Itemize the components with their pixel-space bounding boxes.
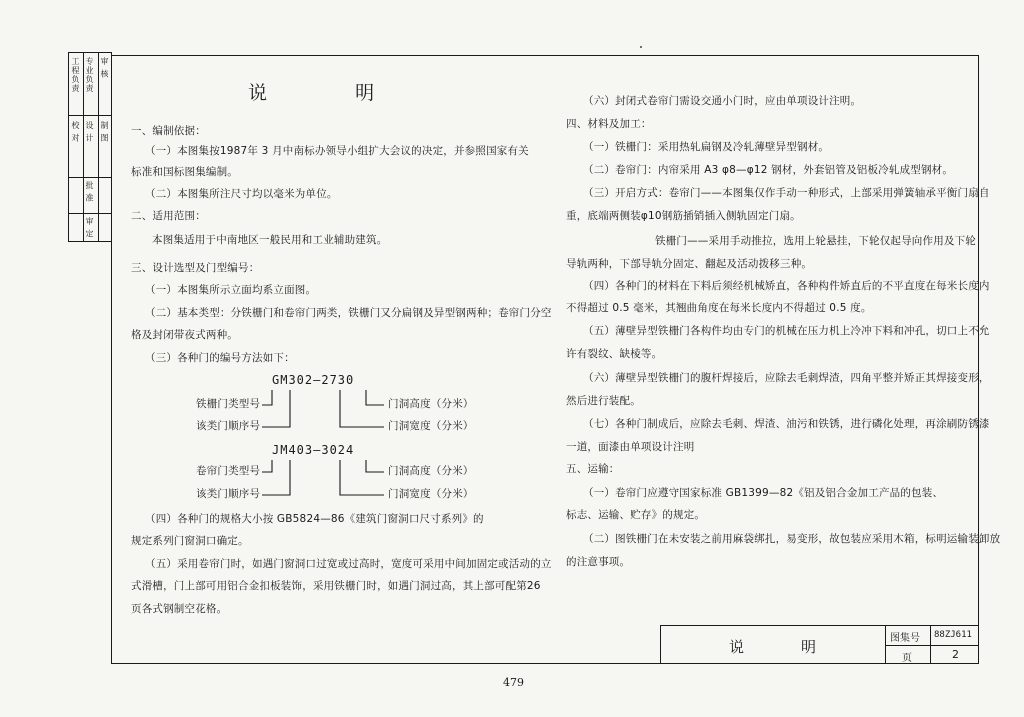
title-char-left: 说 [248,82,268,104]
stamp-cell: 批 准 [85,181,94,203]
right-para: 铁栅门——采用手动推拉，选用上轮悬挂，下轮仅起导向作用及下轮 [655,235,976,247]
right-para: （三）开启方式：卷帘门——本图集仅作手动一种形式，上部采用弹簧轴承平衡门扇自 [583,187,990,199]
left-para: （一）本图集按1987年 3 月中南标办领导小组扩大会议的决定，并参照国家有关 [145,145,529,157]
door-code-1: GM302—2730 [272,373,355,387]
left-para: 二、适用范围： [131,210,206,222]
title-block-char-right: 明 [801,638,817,656]
left-para: 三、设计选型及门型编号： [131,262,260,274]
right-para: （五）薄壁异型铁栅门各构件均由专门的机械在压力机上冷冲下料和冲孔，切口上不允 [583,325,990,337]
right-para: 四、材料及加工： [566,118,652,130]
page-title [248,78,374,105]
code2-label-type: 卷帘门类型号 [196,465,261,477]
code2-label-height: 门洞高度（分米） [388,465,474,477]
page-value: 2 [952,648,959,661]
title-block-info [885,625,979,664]
title-char-right: 明 [355,82,375,104]
left-para: 页各式钢制空花格。 [131,603,228,615]
left-para: 格及封闭带夜式两种。 [131,329,238,341]
approval-stamp-grid [68,52,112,242]
left-para: （二）本图集所注尺寸均以毫米为单位。 [145,188,338,200]
page-number: 479 [503,676,524,689]
right-para: 标志、运输、贮存》的规定。 [566,509,706,521]
scan-speck [640,46,642,48]
door-code-2: JM403—3024 [272,443,355,457]
code2-label-width: 门洞宽度（分米） [388,488,474,500]
title-block-name [660,625,885,664]
right-para: （二）图铁栅门在未安装之前用麻袋绑扎，易变形，故包装应采用木箱，标明运输装卸放 [583,533,1001,545]
right-para: （六）薄壁异型铁栅门的腹杆焊接后，应除去毛刺焊渣，四角平整并矫正其焊接变形， [583,372,990,384]
page-label: 页 [902,653,912,664]
code1-label-width: 门洞宽度（分米） [388,420,474,432]
left-para: （一）本图集所示立面均系立面图。 [145,284,317,296]
left-para: 一、编制依据： [131,125,206,137]
right-para: （六）封闭式卷帘门需设交通小门时，应由单项设计注明。 [583,95,862,107]
atlas-number-label: 图集号 [890,633,920,644]
stamp-cell: 校 对 [71,121,80,143]
stamp-cell: 审 定 [85,217,94,239]
atlas-number-value: 88ZJ611 [934,630,972,640]
right-para: （四）各种门的材料在下料后须经机械矫直，各种构件矫直后的不平直度在每米长度内 [583,280,990,292]
left-para: 式滑槽，门上部可用铝合金扣板装饰，采用铁栅门时，如遇门洞过高，其上部可配第26 [131,580,541,592]
left-para: （五）采用卷帘门时，如遇门窗洞口过宽或过高时，宽度可采用中间加固定或活动的立 [145,558,552,570]
right-para: （一）卷帘门应遵守国家标准 GB1399—82《铝及铝合金加工产品的包装、 [583,487,944,499]
right-para: 重，底端两侧装φ10钢筋插销插入侧轨固定门扇。 [566,210,801,222]
stamp-cell: 设 计 [85,121,94,143]
right-para: 导轨两种，下部导轨分固定、翻起及活动拨移三种。 [566,258,813,270]
code1-label-height: 门洞高度（分米） [388,398,474,410]
left-para: （三）各种门的编号方法如下： [145,352,295,364]
right-para: （七）各种门制成后，应除去毛刺、焊渣、油污和铁锈，进行磷化处理，再涂刷防锈漆 [583,418,990,430]
stamp-cell: 审 核 [100,57,109,79]
right-para: 然后进行装配。 [566,395,641,407]
right-para: 许有裂纹、缺棱等。 [566,348,663,360]
stamp-cell: 制 图 [100,121,109,143]
left-para: （四）各种门的规格大小按 GB5824—86《建筑门窗洞口尺寸系列》的 [145,513,484,525]
right-para: 五、运输： [566,463,620,475]
left-para: 本图集适用于中南地区一般民用和工业辅助建筑。 [152,234,388,246]
left-para: 规定系列门窗洞口确定。 [131,535,249,547]
right-para: （一）铁栅门：采用热轧扁钢及冷轧薄壁异型钢材。 [583,141,830,153]
code1-label-seq: 该类门顺序号 [196,420,261,432]
code2-label-seq: 该类门顺序号 [196,488,261,500]
right-para: （二）卷帘门：内帘采用 A3 φ8—φ12 钢材，外套铝管及铝板冷轧成型钢材。 [583,164,954,176]
code1-label-type: 铁栅门类型号 [196,398,261,410]
left-para: （二）基本类型：分铁栅门和卷帘门两类，铁栅门又分扁钢及异型钢两种；卷帘门分空 [145,307,552,319]
stamp-cell: 专业负责 [85,57,94,93]
right-para: 的注意事项。 [566,556,631,568]
left-para: 标准和国标图集编制。 [131,166,238,178]
stamp-cell: 工程负责 [71,57,80,93]
right-para: 一道，面漆由单项设计注明 [566,441,695,453]
title-block-char-left: 说 [729,638,745,656]
right-para: 不得超过 0.5 毫米，其翘曲角度在每米长度内不得超过 0.5 度。 [566,302,872,314]
